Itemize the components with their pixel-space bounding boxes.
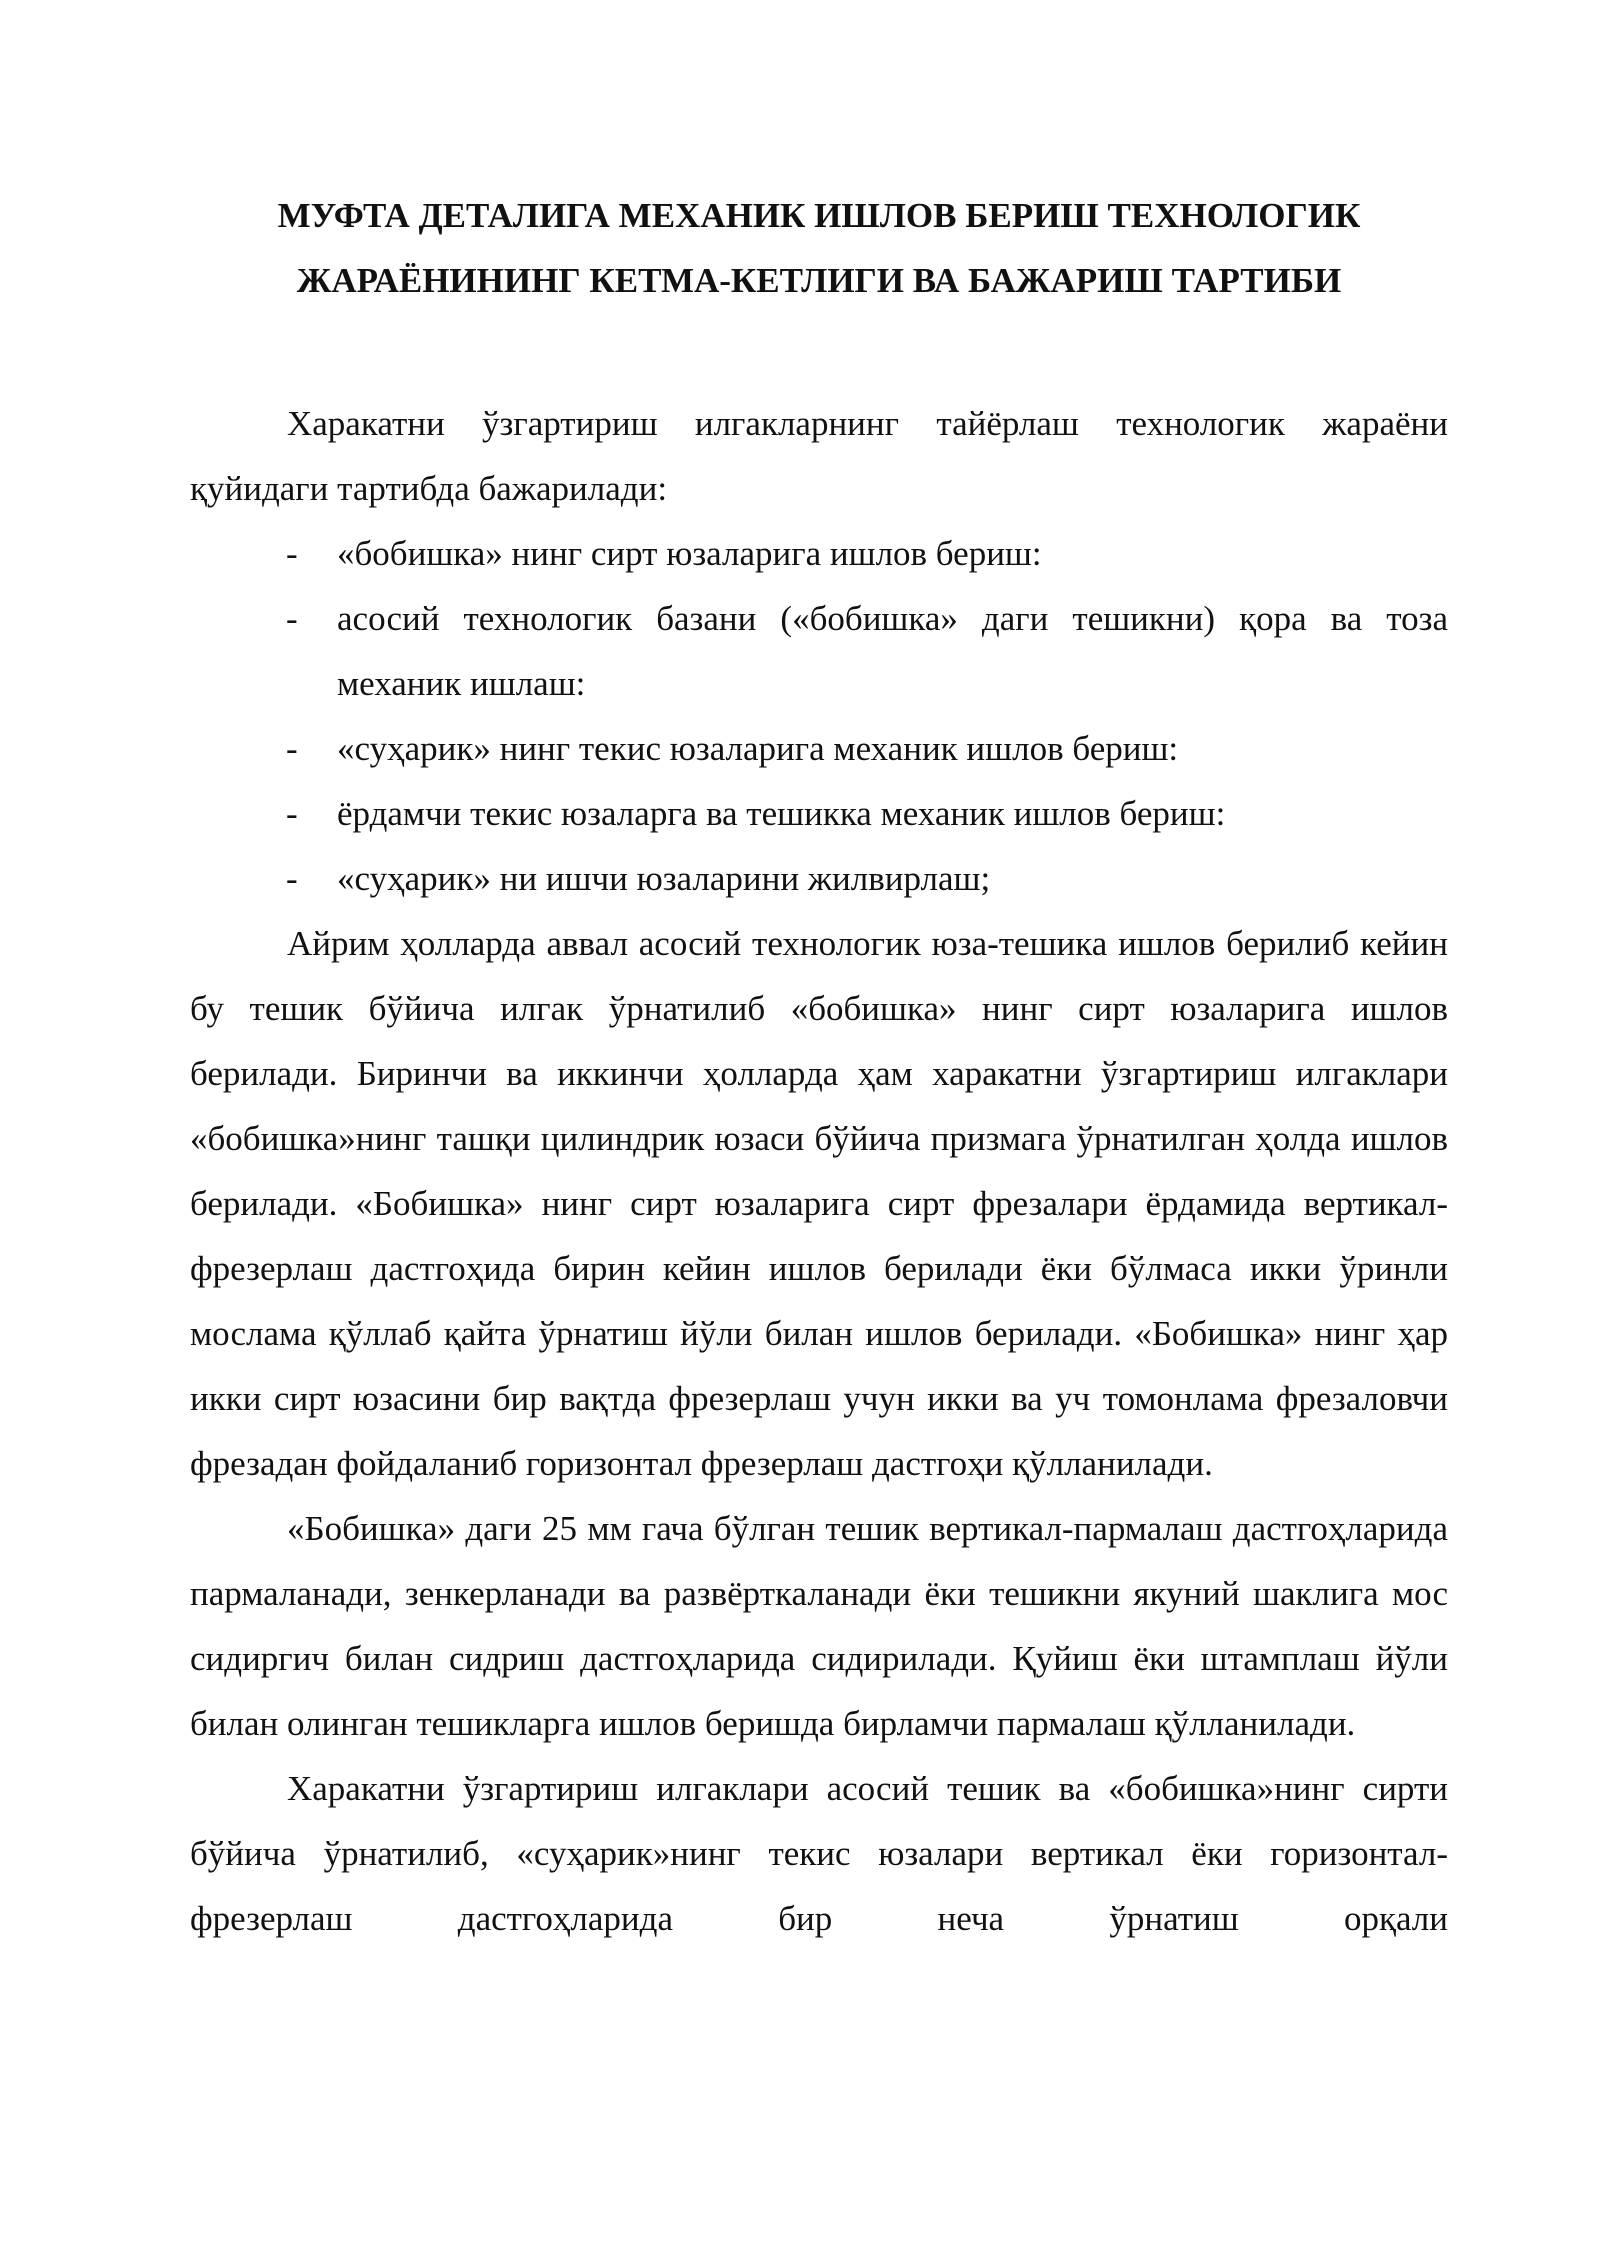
list-item	[190, 586, 1448, 716]
list-item	[190, 716, 1448, 781]
list-item	[190, 781, 1448, 846]
list-marker: -	[286, 599, 298, 638]
title-line-1: МУФТА ДЕТАЛИГА МЕХАНИК ИШЛОВ БЕРИШ ТЕХНОЛОГИК	[277, 196, 1361, 235]
list-item-text: «бобишка» нинг сирт юзаларига ишлов бериш:	[337, 534, 1042, 573]
list-item-text: «суҳарик» ни ишчи юзаларини жилвирлаш;	[337, 859, 991, 898]
intro-paragraph: Харакатни ўзгартириш илгакларнинг тайёрлаш технологик жараёни қуйидаги тартибда бажарилади:	[190, 404, 1448, 508]
task-list	[190, 521, 1448, 911]
list-marker: -	[286, 534, 298, 573]
title-line-2: ЖАРАЁНИНИНГ КЕТМА-КЕТЛИГИ ВА БАЖАРИШ ТАРТИБИ	[296, 261, 1342, 300]
list-marker: -	[286, 859, 298, 898]
paragraph-3: «Бобишка» даги 25 мм гача бўлган тешик вертикал-пармалаш дастгоҳларида пармаланади, зенкерланади ва развёрткаланади ёки тешикни якуний шаклига мос сидиргич билан сидриш дастгоҳларида сидирилади. Қуйиш ёки штамплаш йўли билан олинган тешикларга ишлов беришда бирламчи пармалаш қўлланилади.	[190, 1509, 1448, 1743]
paragraph-4: Харакатни ўзгартириш илгаклари асосий тешик ва «бобишка»нинг сирти бўйича ўрнатилиб, «суҳарик»нинг текис юзалари вертикал ёки горизонтал-фрезерлаш дастгоҳларида бир неча ўрнатиш орқали	[190, 1769, 1448, 1938]
document-body	[190, 391, 1448, 1951]
document-title	[190, 170, 1448, 313]
list-item-text: ёрдамчи текис юзаларга ва тешикка механик ишлов бериш:	[337, 794, 1226, 833]
document-page	[190, 170, 1448, 1951]
list-item	[190, 521, 1448, 586]
list-marker: -	[286, 729, 298, 768]
list-item	[190, 846, 1448, 911]
paragraph-2: Айрим ҳолларда аввал асосий технологик юза-тешика ишлов берилиб кейин бу тешик бўйича илгак ўрнатилиб «бобишка» нинг сирт юзаларига ишлов берилади. Биринчи ва иккинчи ҳолларда ҳам харакатни ўзгартириш илгаклари «бобишка»нинг ташқи цилиндрик юзаси бўйича призмага ўрнатилган ҳолда ишлов берилади. «Бобишка» нинг сирт юзаларига сирт фрезалари ёрдамида вертикал-фрезерлаш дастгоҳида бирин кейин ишлов берилади ёки бўлмаса икки ўринли мослама қўллаб қайта ўрнатиш йўли билан ишлов берилади. «Бобишка» нинг ҳар икки сирт юзасини бир вақтда фрезерлаш учун икки ва уч томонлама фрезаловчи фрезадан фойдаланиб горизонтал фрезерлаш дастгоҳи қўлланилади.	[190, 924, 1448, 1483]
list-marker: -	[286, 794, 298, 833]
list-item-text: «суҳарик» нинг текис юзаларига механик ишлов бериш:	[337, 729, 1179, 768]
list-item-text: асосий технологик базани («бобишка» даги тешикни) қора ва тоза механик ишлаш:	[337, 599, 1448, 703]
